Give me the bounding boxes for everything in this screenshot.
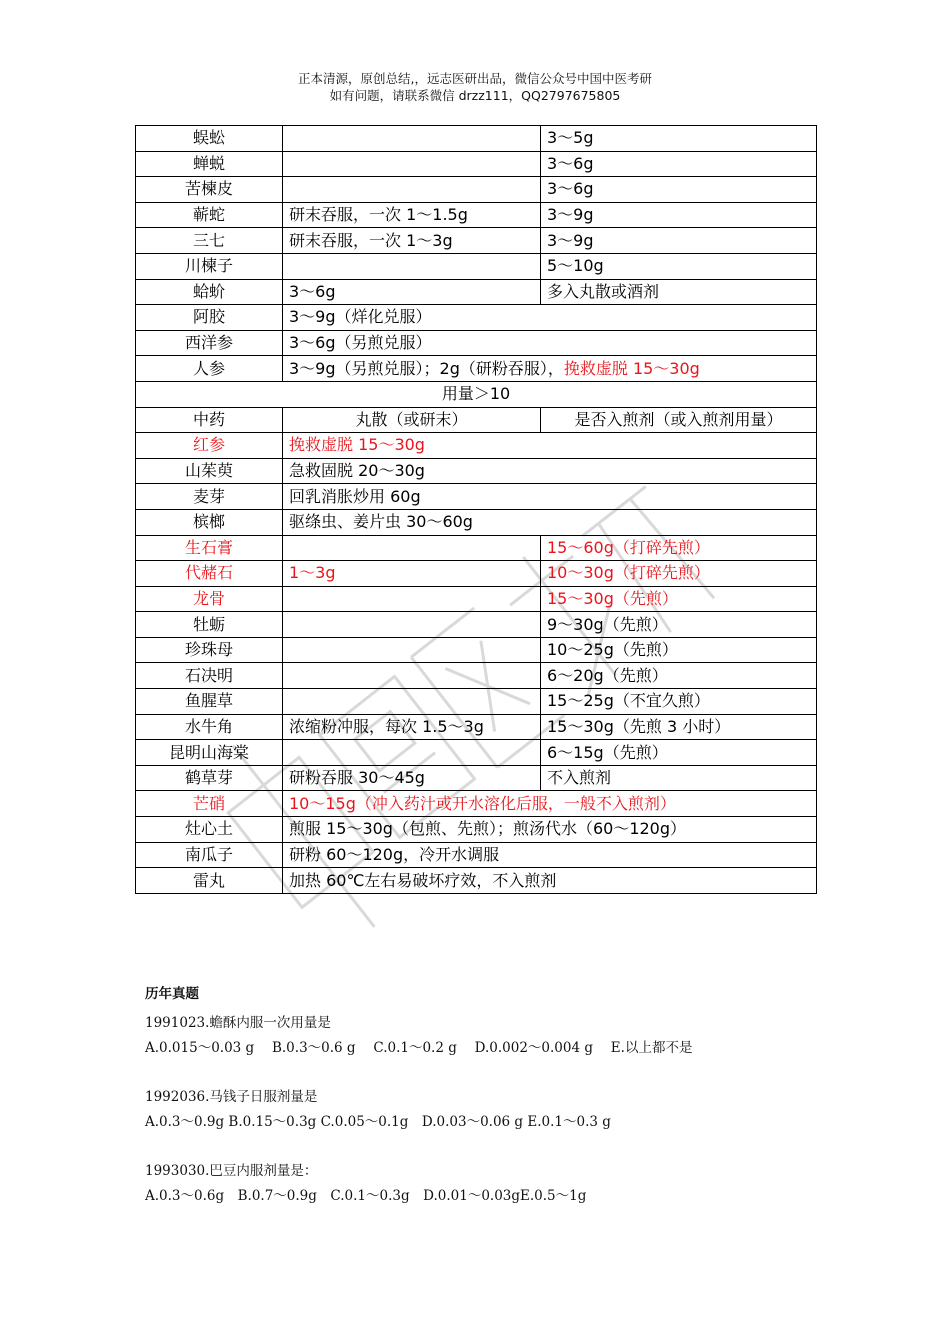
herb-name: 人参 [136, 356, 283, 382]
decoction-dose: 15～30g（先煎） [541, 586, 817, 612]
herb-name: 阿胶 [136, 305, 283, 331]
decoction-dose: 3～9g [541, 202, 817, 228]
question-options: A.0.3～0.6g B.0.7～0.9g C.0.1～0.3g D.0.01～0.03gE.0.5～1g [145, 1188, 587, 1204]
table-row [136, 637, 817, 663]
decoction-dose: 9～30g（先煎） [541, 612, 817, 638]
herb-name: 昆明山海棠 [136, 740, 283, 766]
decoction-dose: 不入煎剂 [541, 765, 817, 791]
powder-dose: 浓缩粉冲服，每次 1.5～3g [283, 714, 541, 740]
herb-name: 蜈蚣 [136, 126, 283, 152]
powder-dose [283, 663, 541, 689]
herb-name: 生石膏 [136, 535, 283, 561]
powder-dose [283, 586, 541, 612]
herb-name: 水牛角 [136, 714, 283, 740]
section-heading: 历年真题 [145, 986, 199, 1002]
table-row [136, 126, 817, 152]
powder-dose: 研粉吞服 30～45g [283, 765, 541, 791]
table-row [136, 714, 817, 740]
table-row [136, 765, 817, 791]
table-row [136, 791, 817, 817]
dose-note: 3～6g（另煎兑服） [283, 330, 817, 356]
powder-dose [283, 612, 541, 638]
table-row [136, 740, 817, 766]
table-row [136, 663, 817, 689]
herb-name: 珍珠母 [136, 637, 283, 663]
table-row [136, 868, 817, 894]
dose-note: 回乳消胀炒用 60g [283, 484, 817, 510]
powder-dose: 研末吞服，一次 1～3g [283, 228, 541, 254]
decoction-dose: 10～30g（打碎先煎） [541, 561, 817, 587]
question-options: A.0.3～0.9g B.0.15～0.3g C.0.05～0.1g D.0.03～0.06 g E.0.1～0.3 g [145, 1114, 611, 1130]
herb-name: 蕲蛇 [136, 202, 283, 228]
column-header-row [136, 407, 817, 433]
dose-note: 驱绦虫、姜片虫 30～60g [283, 509, 817, 535]
herb-name: 龙骨 [136, 586, 283, 612]
table-row [136, 586, 817, 612]
powder-dose: 3～6g [283, 279, 541, 305]
powder-dose [283, 126, 541, 152]
page-header [0, 70, 950, 104]
question-stem: 1992036.马钱子日服剂量是 [145, 1089, 318, 1105]
dose-note-highlight: 挽救虚脱 15～30g [563, 358, 700, 378]
powder-dose [283, 637, 541, 663]
table-row [136, 305, 817, 331]
decoction-dose: 15～60g（打碎先煎） [541, 535, 817, 561]
herb-name: 牡蛎 [136, 612, 283, 638]
dose-note: 急救固脱 20～30g [283, 458, 817, 484]
decoction-dose: 6～15g（先煎） [541, 740, 817, 766]
herb-name: 蛤蚧 [136, 279, 283, 305]
table-row [136, 151, 817, 177]
decoction-dose: 3～6g [541, 151, 817, 177]
column-header-powder: 丸散（或研末） [283, 407, 541, 433]
decoction-dose: 10～25g（先煎） [541, 637, 817, 663]
herb-name: 灶心土 [136, 817, 283, 843]
herb-name: 代赭石 [136, 561, 283, 587]
table-row [136, 561, 817, 587]
section-title-row [136, 381, 817, 407]
question-options: A.0.015～0.03 g B.0.3～0.6 g C.0.1～0.2 g D.0.002～0.004 g E.以上都不是 [145, 1040, 693, 1056]
herb-name: 雷丸 [136, 868, 283, 894]
table-row [136, 689, 817, 715]
dose-note: 挽救虚脱 15～30g [283, 433, 817, 459]
herb-name: 三七 [136, 228, 283, 254]
decoction-dose: 3～5g [541, 126, 817, 152]
herb-name: 石决明 [136, 663, 283, 689]
powder-dose: 1～3g [283, 561, 541, 587]
past-exam-section [145, 982, 845, 1209]
header-line-1: 正本清源，原创总结,，远志医研出品，微信公众号中国中医考研 [298, 71, 652, 86]
herb-name: 苦楝皮 [136, 177, 283, 203]
table-row [136, 228, 817, 254]
decoction-dose: 15～25g（不宜久煎） [541, 689, 817, 715]
table-row [136, 817, 817, 843]
question-stem: 1993030.巴豆内服剂量是： [145, 1163, 318, 1179]
herb-name: 蝉蜕 [136, 151, 283, 177]
herb-name: 红参 [136, 433, 283, 459]
dose-note: 3～9g（烊化兑服） [283, 305, 817, 331]
dosage-table [135, 125, 817, 894]
column-header-decoction: 是否入煎剂（或入煎剂用量） [541, 407, 817, 433]
decoction-dose: 5～10g [541, 253, 817, 279]
dose-note: 10～15g（冲入药汁或开水溶化后服，一般不入煎剂） [283, 791, 817, 817]
dose-note-text: 3～9g（另煎兑服）；2g（研粉吞服）， [289, 358, 564, 378]
powder-dose [283, 253, 541, 279]
powder-dose [283, 689, 541, 715]
table-row [136, 535, 817, 561]
table-row [136, 177, 817, 203]
table-row [136, 279, 817, 305]
powder-dose [283, 535, 541, 561]
powder-dose [283, 151, 541, 177]
herb-name: 芒硝 [136, 791, 283, 817]
herb-name: 川楝子 [136, 253, 283, 279]
table-row [136, 842, 817, 868]
dose-note: 煎服 15～30g（包煎、先煎）；煎汤代水（60～120g） [283, 817, 817, 843]
dose-note [283, 356, 817, 382]
table-row [136, 433, 817, 459]
decoction-dose: 3～9g [541, 228, 817, 254]
herb-name: 西洋参 [136, 330, 283, 356]
header-line-2: 如有问题，请联系微信 drzz111，QQ2797675805 [329, 88, 621, 103]
table-row [136, 509, 817, 535]
table-row [136, 330, 817, 356]
powder-dose [283, 177, 541, 203]
section-title: 用量＞10 [136, 381, 817, 407]
herb-name: 南瓜子 [136, 842, 283, 868]
table-row [136, 484, 817, 510]
herb-name: 鹤草芽 [136, 765, 283, 791]
column-header-herb: 中药 [136, 407, 283, 433]
herb-name: 麦芽 [136, 484, 283, 510]
table-row [136, 202, 817, 228]
herb-name: 槟榔 [136, 509, 283, 535]
herb-name: 山茱萸 [136, 458, 283, 484]
table-row [136, 458, 817, 484]
question-stem: 1991023.蟾酥内服一次用量是 [145, 1015, 331, 1031]
table-row [136, 356, 817, 382]
dose-note: 研粉 60～120g，冷开水调服 [283, 842, 817, 868]
table-row [136, 612, 817, 638]
decoction-dose: 6～20g（先煎） [541, 663, 817, 689]
decoction-dose: 多入丸散或酒剂 [541, 279, 817, 305]
powder-dose: 研末吞服，一次 1～1.5g [283, 202, 541, 228]
decoction-dose: 15～30g（先煎 3 小时） [541, 714, 817, 740]
powder-dose [283, 740, 541, 766]
decoction-dose: 3～6g [541, 177, 817, 203]
dose-note: 加热 60℃左右易破坏疗效，不入煎剂 [283, 868, 817, 894]
table-row [136, 253, 817, 279]
herb-name: 鱼腥草 [136, 689, 283, 715]
